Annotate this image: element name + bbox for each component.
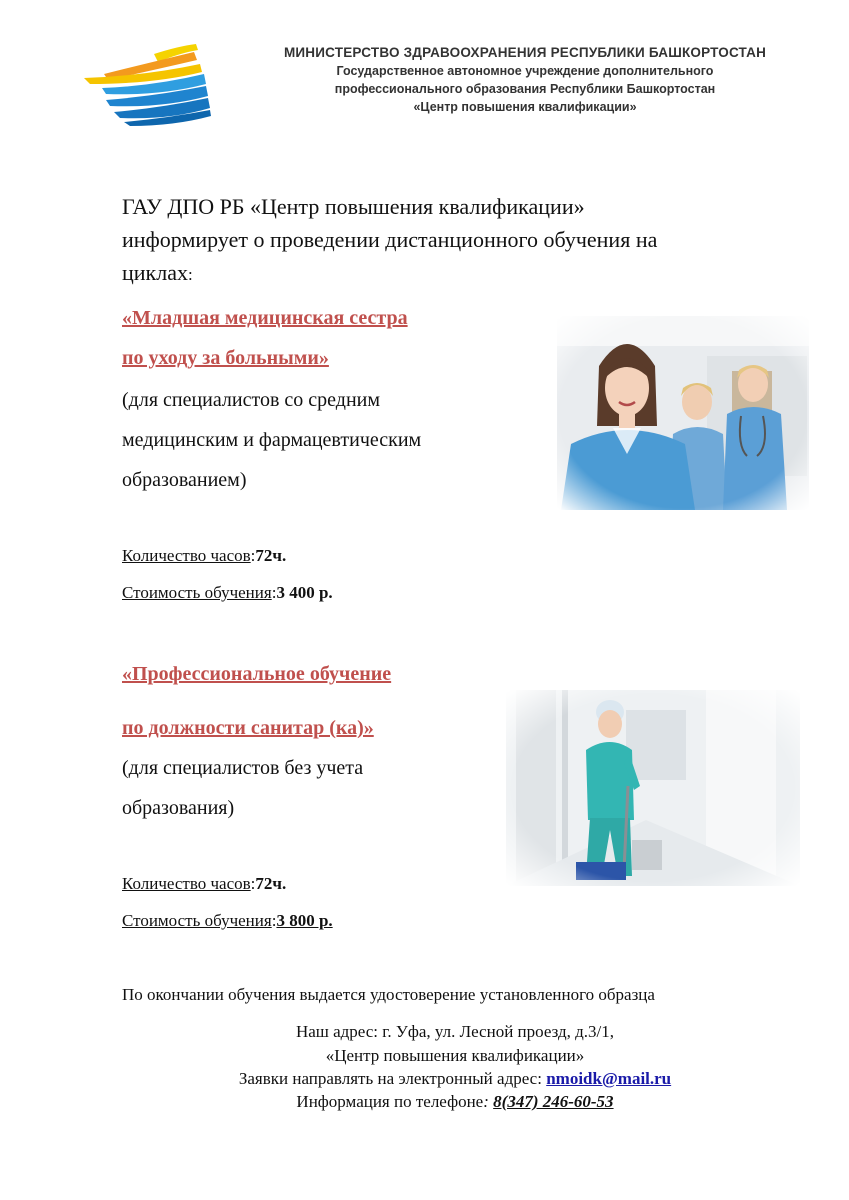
- nurses-photo: [557, 316, 809, 510]
- course-1-desc-line-2: медицинским и фармацевтическим: [122, 429, 422, 451]
- intro-text: [122, 190, 782, 291]
- organization-logo: [84, 44, 214, 126]
- organization-line-3: «Центр повышения квалификации»: [413, 100, 637, 114]
- document-header: [250, 44, 800, 116]
- email-line: [150, 1068, 760, 1090]
- intro-line-1: ГАУ ДПО РБ «Центр повышения квалификации»: [122, 194, 585, 219]
- phone-number[interactable]: 8(347) 246-60-53: [493, 1092, 614, 1111]
- center-name-line: «Центр повышения квалификации»: [325, 1046, 585, 1065]
- course-2-desc-line-2: образования): [122, 797, 235, 819]
- course-1-hours-label: Количество часов: [122, 546, 251, 565]
- course-1-hours-value: 72ч.: [255, 546, 287, 565]
- phone-separator: :: [483, 1092, 494, 1111]
- course-1-cost-label: Стоимость обучения: [122, 583, 272, 602]
- organization-line-2: профессионального образования Республики Башкортостан: [334, 82, 716, 96]
- email-link[interactable]: nmoidk@mail.ru: [546, 1069, 672, 1088]
- course-2-cost-label: Стоимость обучения: [122, 911, 272, 930]
- course-1-description: [122, 380, 421, 500]
- course-2-cost: Стоимость обучения:3 800 р.: [122, 911, 333, 930]
- email-label: Заявки направлять на электронный адрес:: [238, 1069, 547, 1088]
- course-2-cost-value: 3 800 р.: [276, 911, 333, 930]
- course-2-hours-value: 72ч.: [255, 874, 287, 893]
- course-2-hours: Количество часов:72ч.: [122, 874, 287, 893]
- intro-line-3: [122, 256, 782, 291]
- course-2-title-line-1: «Профессиональное обучение: [122, 663, 392, 685]
- address-line: Наш адрес: г. Уфа, ул. Лесной проезд, д.3/1,: [295, 1022, 615, 1041]
- phone-line: [150, 1091, 760, 1113]
- certificate-note: По окончании обучения выдается удостоверение установленного образца: [122, 985, 655, 1004]
- course-2-title-line-2: по должности санитар (ка)»: [122, 717, 374, 739]
- organization-line-1: Государственное автономное учреждение дополнительного: [336, 64, 714, 78]
- course-1-title-line-2: по уходу за больными»: [122, 347, 329, 369]
- phone-label: Информация по телефоне: [296, 1092, 484, 1111]
- intro-line-2: информирует о проведении дистанционного обучения на: [122, 227, 658, 252]
- course-2-description: [122, 748, 363, 828]
- course-1-cost-value: 3 400 р.: [276, 583, 333, 602]
- ministry-name: МИНИСТЕРСТВО ЗДРАВООХРАНЕНИЯ РЕСПУБЛИКИ БАШКОРТОСТАН: [283, 45, 767, 60]
- course-1-hours: Количество часов:72ч.: [122, 546, 287, 565]
- course-1-desc-line-3: образованием): [122, 469, 247, 491]
- intro-cycles: циклах: [122, 260, 188, 285]
- course-1-title-line-1: «Младшая медицинская сестра: [122, 307, 408, 329]
- sanitary-worker-photo: [506, 690, 800, 886]
- course-1-desc-line-1: (для специалистов со средним: [122, 389, 381, 411]
- course-1-cost: Стоимость обучения:3 400 р.: [122, 583, 333, 602]
- course-2-desc-line-1: (для специалистов без учета: [122, 757, 364, 779]
- intro-colon: :: [187, 265, 193, 284]
- course-2-hours-label: Количество часов: [122, 874, 251, 893]
